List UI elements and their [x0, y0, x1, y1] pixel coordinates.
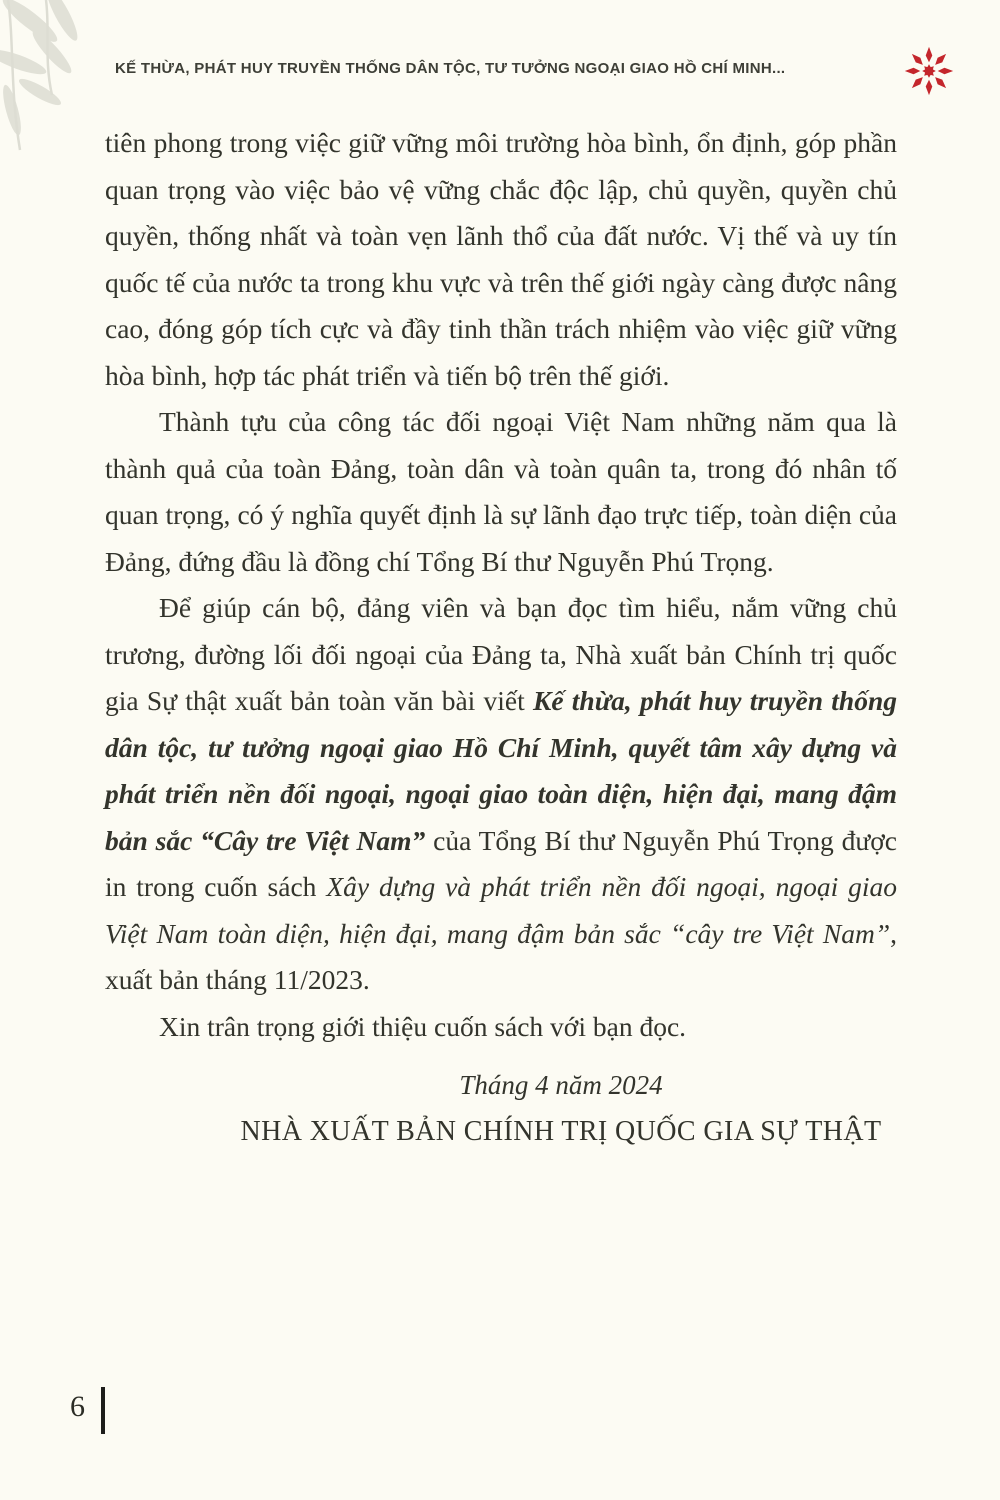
page-number: 6 — [70, 1390, 85, 1423]
article-title-emphasis: Kế thừa, phát huy truyền thống dân tộc, tư tưởng ngoại giao Hồ Chí Minh, quyết tâm xây dựng và phát triển nền đối ngoại, ngoại giao toàn diện, hiện đại, mang đậm bản sắc “Cây tre Việt Nam” — [105, 685, 898, 856]
paragraph-text: của Tổng Bí thư Nguyễn Phú Trọng được in trong cuốn sách — [105, 824, 897, 902]
publisher-logo-icon — [900, 42, 958, 100]
book-title-emphasis: Xây dựng và phát triển nền đối ngoại, ngoại giao Việt Nam toàn diện, hiện đại, mang đậm bản sắc “cây tre Việt Nam” — [105, 871, 897, 949]
body-text — [105, 120, 897, 1155]
signoff-date: Tháng 4 năm 2024 — [459, 1070, 663, 1100]
signoff-publisher: NHÀ XUẤT BẢN CHÍNH TRỊ QUỐC GIA SỰ THẬT — [240, 1115, 882, 1147]
body-paragraph-4: Xin trân trọng giới thiệu cuốn sách với bạn đọc. — [159, 1010, 687, 1042]
paragraph-text: , xuất bản tháng 11/2023. — [105, 917, 897, 995]
page-number-divider — [101, 1387, 105, 1434]
paragraph-text: Để giúp cán bộ, đảng viên và bạn đọc tìm hiểu, nắm vững chủ trương, đường lối đối ngoại của Đảng ta, Nhà xuất bản Chính trị quốc gia Sự thật xuất bản toàn văn bài viết — [105, 592, 897, 716]
body-paragraph-1: tiên phong trong việc giữ vững môi trường hòa bình, ổn định, góp phần quan trọng vào việc bảo vệ vững chắc độc lập, chủ quyền, quyền chủ quyền, thống nhất và toàn vẹn lãnh thổ của đất nước. Vị thế và uy tín quốc tế của nước ta trong khu vực và trên thế giới ngày càng được nâng cao, đóng góp tích cực và đầy tinh thần trách nhiệm vào việc giữ vững hòa bình, hợp tác phát triển và tiến bộ trên thế giới. — [105, 127, 897, 391]
running-header: KẾ THỪA, PHÁT HUY TRUYỀN THỐNG DÂN TỘC, TƯ TƯỞNG NGOẠI GIAO HỒ CHÍ MINH... — [115, 60, 786, 77]
signoff-block — [105, 1062, 897, 1155]
body-paragraph-3 — [105, 585, 897, 1004]
body-paragraph-2: Thành tựu của công tác đối ngoại Việt Nam những năm qua là thành quả của toàn Đảng, toàn dân và toàn quân ta, trong đó nhân tố quan trọng, có ý nghĩa quyết định là sự lãnh đạo trực tiếp, toàn diện của Đảng, đứng đầu là đồng chí Tổng Bí thư Nguyễn Phú Trọng. — [105, 406, 897, 577]
